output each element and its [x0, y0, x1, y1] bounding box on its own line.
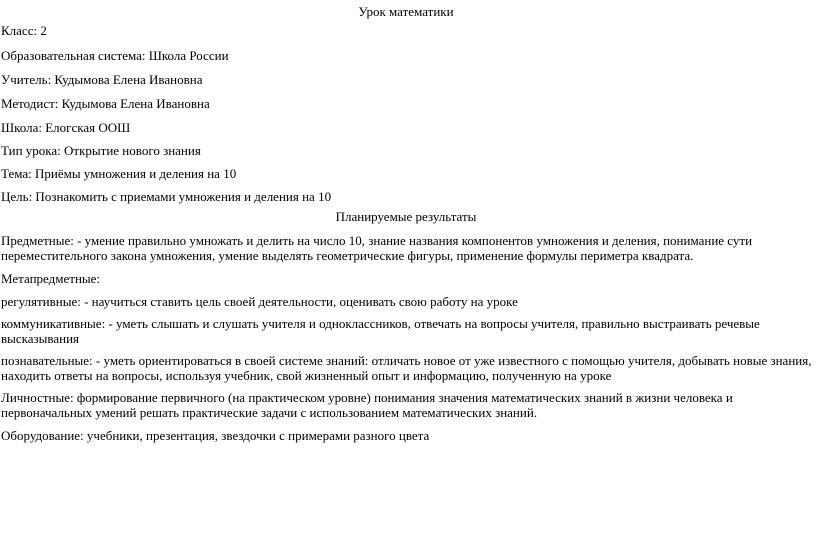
education-system-line: Образовательная система: Школа России [1, 48, 229, 63]
class-line: Класс: 2 [1, 23, 47, 38]
cognitive-paragraph: познавательные: - уметь ориентироваться в своей системе знаний: отличать новое от уже известного с помощью учителя, добывать новые знания, находить ответы на вопросы, используя учебник, свой жизненный опыт и информацию, полученную на уроке [1, 353, 812, 383]
personal-results-paragraph: Личностные: формирование первичного (на практическом уровне) понимания значения математических знаний в жизни человека и первоначальных умений решать практические задачи с использованием математических знаний. [1, 390, 733, 420]
goal-line: Цель: Познакомить с приемами умножения и деления на 10 [1, 189, 332, 204]
regulatory-paragraph: регулятивные: - научиться ставить цель своей деятельности, оценивать свою работу на уроке [1, 294, 518, 309]
topic-line: Тема: Приёмы умножения и деления на 10 [1, 166, 237, 181]
subject-results-paragraph: Предметные: - умение правильно умножать и делить на число 10, знание названия компонентов умножения и деления, понимание сути переместительного закона умножения, умение выделять геометрические фигуры, применение формулы периметра квадрата. [1, 233, 753, 263]
planned-results-heading: Планируемые результаты [335, 209, 477, 224]
communicative-paragraph: коммуникативные: - уметь слышать и слушать учителя и одноклассников, отвечать на вопросы учителя, правильно выстраивать речевые высказывания [1, 316, 760, 346]
school-line: Школа: Елогская ООШ [1, 120, 131, 135]
meta-subject-heading: Метапредметные: [1, 271, 101, 286]
equipment-line: Оборудование: учебники, презентация, звездочки с примерами разного цвета [1, 428, 430, 443]
methodist-line: Методист: Кудымова Елена Ивановна [1, 96, 210, 111]
lesson-type-line: Тип урока: Открытие нового знания [1, 143, 201, 158]
teacher-line: Учитель: Кудымова Елена Ивановна [1, 72, 203, 87]
document-title: Урок математики [358, 4, 454, 19]
